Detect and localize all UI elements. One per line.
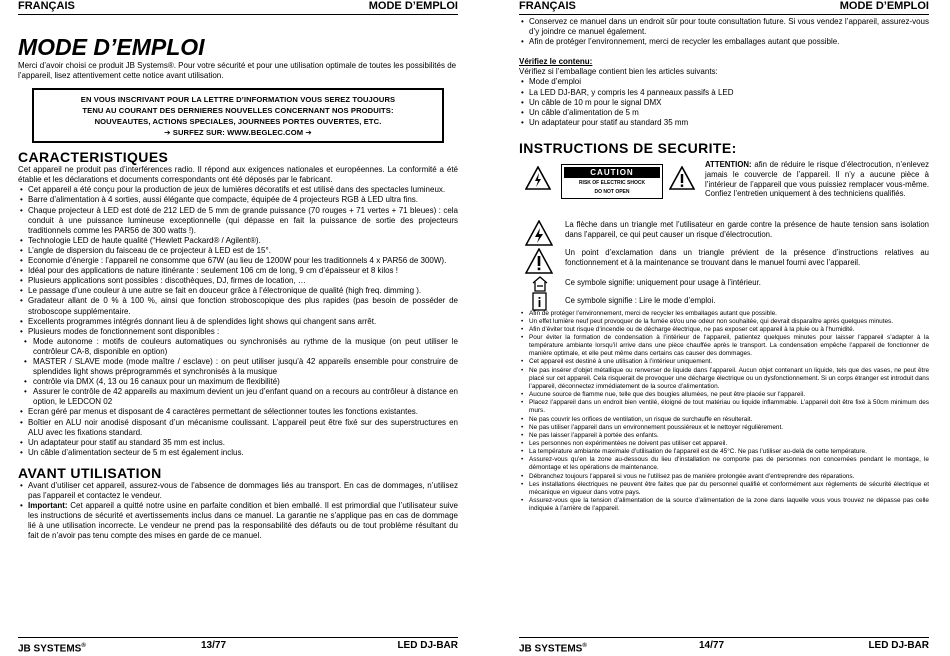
header-section: MODE D’EMPLOI [839, 0, 929, 12]
list-item: • Plusieurs applications sont possibles : discothèques, DJ, firmes de location, … [28, 276, 458, 286]
symbol-row-indoor [519, 275, 929, 288]
caution-row [519, 160, 929, 216]
newsletter-link[interactable]: ➔ SURFEZ SUR: WWW.BEGLEC.COM ➔ [164, 128, 312, 138]
lightning-triangle-icon [525, 220, 553, 246]
list-item: • Economie d’énergie : l’appareil ne consomme que 67W (au lieu de 1200W pour les traditionnels 4 x PAR56 de 300W). [28, 256, 458, 266]
page-header [18, 0, 458, 15]
list-item [28, 501, 458, 541]
caution-title: CAUTION [564, 167, 660, 178]
important-text: Cet appareil a quitté notre usine en parfaite condition et bien emballé. Il est primordial que l’utilisateur suive les instructions de sécurité et avertissements inclus dans ce manuel. La garantie ne s’applique pas en cas de dommage lié à une utilisation incorrecte. Le vendeur ne prend pas la responsabilité des défauts ou de tout problème résultant du fait de n’avoir pas tenu compte des mises en garde de ce manuel. [28, 501, 458, 541]
list-item: • Ne pas laisser l’appareil à portée des enfants. [529, 432, 929, 440]
footer-product: LED DJ-BAR [868, 640, 929, 651]
safety-list [519, 310, 929, 514]
page-footer [18, 637, 458, 654]
list-item: • Aucune source de flamme nue, telle que des bougies allumées, ne peut être placée sur l’appareil. [529, 391, 929, 399]
intro-paragraph: Merci d’avoir choisi ce produit JB Systems®. Pour votre sécurité et pour une utilisation optimale de toutes les possibilités de l’appareil, lisez attentivement cette notice avant utilisation. [18, 61, 457, 81]
list-item: • Mode autonome : motifs de couleurs automatiques ou synchronisés au rythme de la musique (on peut utiliser le contrôleur CA-8, disponible en option) [33, 337, 458, 357]
feature-list-continued [18, 407, 458, 457]
feature-list [18, 185, 458, 336]
list-item: • Technologie LED de haute qualité (“Hewlett Packard® / Agilent®). [28, 236, 458, 246]
list-item: • Assurez-vous qu’en la zone au-dessous du lieu d’installation ne comporte pas de personnes non concernées pendant le montage, le démontage et les opérations de maintenance. [529, 456, 929, 472]
exclamation-warning-icon [669, 166, 695, 190]
list-item: • Avant d’utiliser cet appareil, assurez-vous de l’absence de dommages liés au transport. En cas de dommages, n’utilisez pas l’appareil et contactez le vendeur. [28, 481, 458, 501]
list-item: • Assurez-vous que la tension d’alimentation de la source d’alimentation de la zone dans laquelle vous vous trouvez ne dépasse pas celle indiquée à l’arrière de l’appareil. [529, 497, 929, 513]
symbol-description: La flèche dans un triangle met l’utilisateur en garde contre la présence de haute tension sans isolation dans l’appareil, ce qui peut causer un risque d’électrocution. [565, 219, 929, 239]
mode-sublist [18, 337, 458, 408]
verify-intro: Vérifiez si l’emballage contient bien les articles suivants: [519, 67, 718, 77]
list-item: • Le passage d’une couleur à une autre se fait en douceur grâce à l’électronique de qualité (high freq. dimming ). [28, 286, 458, 296]
header-section: MODE D’EMPLOI [368, 0, 458, 12]
list-item: • Débranchez toujours l’appareil si vous ne l’utilisez pas de manière prolongée avant d’entreprendre des réparations. [529, 473, 929, 481]
list-item: • Un câble de 10 m pour le signal DMX [529, 98, 929, 108]
list-item: • Afin de protéger l’environnement, merci de recycler les emballages autant que possible. [529, 310, 929, 318]
right-page [519, 0, 929, 654]
list-item: • Excellents programmes intégrés donnant lieu à de splendides light shows qui changent sans arrêt. [28, 317, 458, 327]
newsletter-line: EN VOUS INSCRIVANT POUR LA LETTRE D’INFORMATION VOUS SEREZ TOUJOURS [80, 95, 396, 105]
important-label: Important: [28, 501, 68, 511]
caution-line: RISK OF ELECTRIC SHOCK [578, 179, 646, 186]
list-item: • Cet appareil est destiné à une utilisation à l’intérieur uniquement. [529, 358, 929, 366]
list-item: • contrôle via DMX (4, 13 ou 16 canaux pour un maximum de flexibilité) [33, 377, 458, 387]
list-item: • Mode d’emploi [529, 77, 929, 87]
list-item: • Pour éviter la formation de condensation à l’intérieur de l’appareil, patientez quelques minutes pour laisser l’appareil s’adapter à la température ambiante lorsqu’il arrive dans une pièce chauffée après le transport. La condensation empêche l’appareil de fonctionner de manière optimale, et elle peut même dans certains cas causer des dommages. [529, 334, 929, 358]
list-item: • La température ambiante maximale d’utilisation de l’appareil est de 45°C. Ne pas l’utiliser au-delà de cette température. [529, 448, 929, 456]
page-header [519, 0, 929, 15]
list-item: • Assurer le contrôle de 42 appareils au maximum devient un jeu d’enfant quand on a recours au contrôleur à distance en option, le LEDCON 02 [33, 387, 458, 407]
caution-line: DO NOT OPEN [594, 188, 630, 195]
section-heading-securite: INSTRUCTIONS DE SECURITE: [519, 139, 737, 156]
symbol-description: Ce symbole signifie : Lire le mode d’emploi. [565, 295, 716, 305]
footer-brand: JB SYSTEMS® [18, 643, 86, 655]
list-item: • L’angle de dispersion du faisceau de ce projecteur à LED est de 15°. [28, 246, 458, 256]
list-item: • Un câble d’alimentation de 5 m [529, 108, 929, 118]
footer-brand: JB SYSTEMS® [519, 643, 587, 655]
list-item: • Placez l’appareil dans un endroit bien ventilé, éloigné de tout matériau ou liquide inflammable. L’appareil doit être fixé à 50cm minimum des murs. [529, 399, 929, 415]
header-language: FRANÇAIS [18, 0, 75, 12]
list-item: • MASTER / SLAVE mode (mode maître / esclave) : on peut utiliser jusqu’à 42 appareils ensemble pour construire de splendides light shows préprogrammés et synchronisés à la musique [33, 357, 458, 377]
section-heading-caracteristiques: CARACTERISTIQUES [18, 149, 169, 166]
list-item: • Chaque projecteur à LED est doté de 212 LED de 5 mm de grande puissance (70 rouges + 71 vertes + 71 bleues) : cela conduit à une puissance lumineuse exceptionnelle (qui dépasse en fait la puissance de sortie des projecteurs traditionnels comme les PAR56 de 300 watts !). [28, 206, 458, 236]
list-item: • Un câble d’alimentation secteur de 5 m est également inclus. [28, 448, 458, 458]
list-item: • Idéal pour des applications de nature itinérante : seulement 106 cm de long, 9 cm d’épaisseur et 8 kilos ! [28, 266, 458, 276]
exclamation-triangle-icon [525, 248, 553, 274]
symbol-row-exclamation [519, 248, 929, 267]
list-item: • Un adaptateur pour statif au standard 35 mm est inclus. [28, 438, 458, 448]
list-item: • Ecran géré par menus et disposant de 4 caractères permettant de sélectionner toutes les fonctions existantes. [28, 407, 458, 417]
newsletter-line: TENU AU COURANT DES DERNIERES NOUVELLES CONCERNANT NOS PRODUITS: [82, 106, 394, 116]
caution-label [561, 164, 663, 199]
symbol-description: Un point d’exclamation dans un triangle prévient de la présence d’instructions relatives au fonctionnement et à la maintenance se trouvant dans le manuel fourni avec l’appareil. [565, 248, 929, 267]
list-item: • Cet appareil a été conçu pour la production de jeux de lumières décoratifs et est utilisé dans des spectacles lumineux. [28, 185, 458, 195]
page-title: MODE D’EMPLOI [18, 34, 205, 60]
list-item: • Plusieurs modes de fonctionnement sont disponibles : [28, 327, 458, 337]
verify-heading: Vérifiez le contenu: [519, 57, 593, 67]
symbol-row-voltage [519, 220, 929, 239]
lightning-warning-icon [525, 166, 551, 190]
attention-text: ATTENTION: afin de réduire le risque d’électrocution, n’enlevez jamais le couvercle de l’appareil. Il n’y a aucune pièce à l’intérieur de l’appareil que vous puissiez remplacer vous-même. Confiez l’entretien uniquement à des techniciens qualifiés. [705, 159, 929, 199]
top-list [519, 17, 929, 47]
avant-list [18, 481, 458, 542]
list-item: • Ne pas utiliser l’appareil dans un environnement poussiéreux et le nettoyer régulièrement. [529, 424, 929, 432]
list-item: • Les personnes non expérimentées ne doivent pas utiliser cet appareil. [529, 440, 929, 448]
symbol-row-manual [519, 292, 929, 306]
page-footer [519, 637, 929, 654]
list-item: • Ne pas insérer d’objet métallique ou renverser de liquide dans l’appareil. Aucun objet contenant un liquide, tels que des vases, ne peut être placé sur cet appareil. Cela risquerait de provoquer une décharge électrique ou un dysfonctionnement. Si un corps étranger est introduit dans l’appareil, déconnectez immédiatement de la source d’alimentation. [529, 367, 929, 391]
list-item: • Afin de protéger l’environnement, merci de recycler les emballages autant que possible. [529, 37, 929, 47]
list-item: • Barre d’alimentation à 4 sorties, aussi élégante que compacte, équipée de 4 projecteurs RGB à LED ultra fins. [28, 195, 458, 205]
footer-product: LED DJ-BAR [397, 640, 458, 651]
header-language: FRANÇAIS [519, 0, 576, 12]
list-item: • Conservez ce manuel dans un endroit sûr pour toute consultation future. Si vous vendez l’appareil, assurez-vous d’y joindre ce manuel également. [529, 17, 929, 37]
list-item: • Boîtier en ALU noir anodisé disposant d’un mécanisme coulissant. L’appareil peut être fixé sur des superstructures en ALU avec les fixations standard. [28, 418, 458, 438]
contents-list [519, 77, 929, 127]
symbol-description: Ce symbole signifie: uniquement pour usage à l’intérieur. [565, 278, 761, 288]
list-item: • Gradateur allant de 0 % à 100 %, ainsi que fonction stroboscopique des plus rapides (pas besoin de posséder de stroboscope supplémentaire. [28, 296, 458, 316]
newsletter-box [32, 88, 444, 143]
list-item: • Les installations électriques ne peuvent être faites que par du personnel qualifié et conformément aux règlements de sécurité électrique et mécanique en vigueur dans votre pays. [529, 481, 929, 497]
page-number: 14/77 [699, 640, 725, 651]
list-item: • Un adaptateur pour statif au standard 35 mm [529, 118, 929, 128]
indoor-use-icon [531, 275, 549, 293]
caracteristiques-intro: Cet appareil ne produit pas d’interférences radio. Il répond aux exigences nationales et européennes. La conformité a été établie et les déclarations et documents correspondants ont été déposés par le fabricant. [18, 165, 458, 185]
list-item: • Ne pas couvrir les orifices de ventilation, un risque de surchauffe en résulterait. [529, 416, 929, 424]
list-item: • Un effet lumière neuf peut provoquer de la fumée et/ou une odeur non souhaitée, qui devrait disparaître après quelques minutes. [529, 318, 929, 326]
section-heading-avant: AVANT UTILISATION [18, 464, 162, 481]
left-page [18, 0, 458, 654]
list-item: • Afin d’éviter tout risque d’incendie ou de décharge électrique, ne pas exposer cet appareil à la pluie ou à l’humidité. [529, 326, 929, 334]
attention-label: ATTENTION: [705, 159, 752, 169]
list-item: • La LED DJ-BAR, y compris les 4 panneaux passifs à LED [529, 88, 929, 98]
newsletter-line: NOUVEAUTES, ACTIONS SPECIALES, JOURNEES PORTES OUVERTES, ETC. [94, 117, 382, 127]
page-number: 13/77 [201, 640, 227, 651]
